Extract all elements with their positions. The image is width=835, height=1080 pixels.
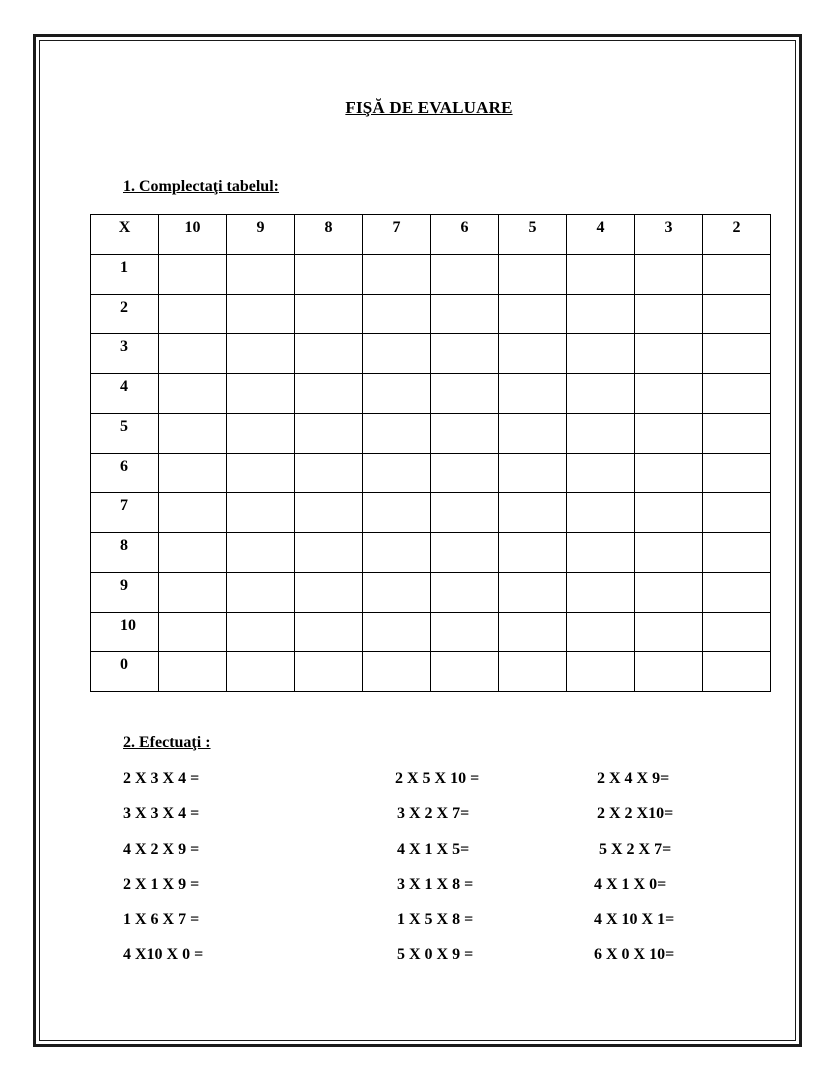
- column-header-cell: 5: [499, 215, 567, 255]
- table-row: [91, 493, 771, 533]
- section-2-heading: 2. Efectuaţi :: [123, 734, 211, 751]
- column-header-cell: 10: [159, 215, 227, 255]
- answer-cell[interactable]: [567, 572, 635, 612]
- answer-cell[interactable]: [567, 533, 635, 573]
- answer-cell[interactable]: [363, 334, 431, 374]
- answer-cell[interactable]: [703, 413, 771, 453]
- answer-cell[interactable]: [227, 413, 295, 453]
- answer-cell[interactable]: [703, 294, 771, 334]
- answer-cell[interactable]: [703, 334, 771, 374]
- answer-cell[interactable]: [363, 652, 431, 692]
- exercise-item: 2 X 1 X 9 =: [123, 876, 200, 893]
- table-row: [91, 533, 771, 573]
- exercise-item: 5 X 0 X 9 =: [397, 946, 474, 963]
- answer-cell[interactable]: [295, 652, 363, 692]
- answer-cell[interactable]: [499, 453, 567, 493]
- answer-cell[interactable]: [431, 334, 499, 374]
- answer-cell[interactable]: [363, 254, 431, 294]
- answer-cell[interactable]: [703, 453, 771, 493]
- table-row: [91, 652, 771, 692]
- row-header-cell: 8: [91, 533, 159, 573]
- answer-cell[interactable]: [567, 612, 635, 652]
- table-row: [91, 612, 771, 652]
- answer-cell[interactable]: [703, 374, 771, 414]
- answer-cell[interactable]: [363, 374, 431, 414]
- exercise-item: 6 X 0 X 10=: [594, 946, 675, 963]
- answer-cell[interactable]: [227, 254, 295, 294]
- answer-cell[interactable]: [703, 254, 771, 294]
- answer-cell[interactable]: [567, 493, 635, 533]
- table-row: [91, 572, 771, 612]
- answer-cell[interactable]: [567, 413, 635, 453]
- answer-cell[interactable]: [363, 572, 431, 612]
- answer-cell[interactable]: [499, 572, 567, 612]
- answer-cell[interactable]: [227, 612, 295, 652]
- table-row: [91, 294, 771, 334]
- answer-cell[interactable]: [227, 374, 295, 414]
- answer-cell[interactable]: [499, 533, 567, 573]
- section-1-heading: 1. Complectaţi tabelul:: [123, 178, 279, 195]
- answer-cell[interactable]: [363, 612, 431, 652]
- answer-cell[interactable]: [295, 374, 363, 414]
- answer-cell[interactable]: [635, 533, 703, 573]
- exercise-item: 4 X10 X 0 =: [123, 946, 204, 963]
- answer-cell[interactable]: [159, 294, 227, 334]
- answer-cell[interactable]: [635, 572, 703, 612]
- answer-cell[interactable]: [499, 334, 567, 374]
- answer-cell[interactable]: [567, 374, 635, 414]
- answer-cell[interactable]: [227, 294, 295, 334]
- exercise-item: 1 X 5 X 8 =: [397, 911, 474, 928]
- answer-cell[interactable]: [227, 334, 295, 374]
- answer-cell[interactable]: [227, 453, 295, 493]
- answer-cell[interactable]: [635, 493, 703, 533]
- worksheet-title: FIŞĂ DE EVALUARE: [345, 98, 513, 117]
- answer-cell[interactable]: [635, 254, 703, 294]
- row-header-cell: 7: [91, 493, 159, 533]
- answer-cell[interactable]: [295, 493, 363, 533]
- table-row: [91, 413, 771, 453]
- answer-cell[interactable]: [363, 294, 431, 334]
- answer-cell[interactable]: [635, 612, 703, 652]
- exercise-item: 3 X 1 X 8 =: [397, 876, 474, 893]
- answer-cell[interactable]: [567, 652, 635, 692]
- answer-cell[interactable]: [499, 374, 567, 414]
- column-header-cell: 2: [703, 215, 771, 255]
- table-row: [91, 453, 771, 493]
- answer-cell[interactable]: [159, 453, 227, 493]
- answer-cell[interactable]: [635, 294, 703, 334]
- answer-cell[interactable]: [159, 572, 227, 612]
- row-header-cell: 0: [91, 652, 159, 692]
- exercise-item: 4 X 1 X 0=: [594, 876, 667, 893]
- answer-cell[interactable]: [227, 493, 295, 533]
- answer-cell[interactable]: [159, 334, 227, 374]
- exercise-item: 1 X 6 X 7 =: [123, 911, 200, 928]
- answer-cell[interactable]: [363, 453, 431, 493]
- answer-cell[interactable]: [159, 374, 227, 414]
- column-header-cell: 7: [363, 215, 431, 255]
- answer-cell[interactable]: [499, 254, 567, 294]
- answer-cell[interactable]: [431, 413, 499, 453]
- answer-cell[interactable]: [363, 493, 431, 533]
- answer-cell[interactable]: [159, 254, 227, 294]
- row-header-cell: 4: [91, 374, 159, 414]
- answer-cell[interactable]: [499, 493, 567, 533]
- row-header-cell: 6: [91, 453, 159, 493]
- answer-cell[interactable]: [295, 533, 363, 573]
- table-header-row: [91, 215, 771, 255]
- exercise-item: 3 X 2 X 7=: [397, 805, 470, 822]
- answer-cell[interactable]: [227, 533, 295, 573]
- answer-cell[interactable]: [567, 294, 635, 334]
- column-header-cell: 8: [295, 215, 363, 255]
- exercise-item: 2 X 5 X 10 =: [395, 770, 480, 787]
- row-header-cell: 3: [91, 334, 159, 374]
- answer-cell[interactable]: [567, 254, 635, 294]
- answer-cell[interactable]: [703, 533, 771, 573]
- answer-cell[interactable]: [635, 453, 703, 493]
- exercise-item: 2 X 2 X10=: [597, 805, 674, 822]
- answer-cell[interactable]: [499, 612, 567, 652]
- answer-cell[interactable]: [567, 334, 635, 374]
- table-corner-cell: X: [91, 215, 159, 255]
- answer-cell[interactable]: [159, 612, 227, 652]
- column-header-cell: 3: [635, 215, 703, 255]
- exercise-item: 4 X 1 X 5=: [397, 841, 470, 858]
- row-header-cell: 9: [91, 572, 159, 612]
- answer-cell[interactable]: [295, 453, 363, 493]
- exercise-item: 5 X 2 X 7=: [599, 841, 672, 858]
- answer-cell[interactable]: [159, 413, 227, 453]
- answer-cell[interactable]: [295, 294, 363, 334]
- answer-cell[interactable]: [567, 453, 635, 493]
- answer-cell[interactable]: [635, 413, 703, 453]
- answer-cell[interactable]: [431, 294, 499, 334]
- answer-cell[interactable]: [703, 612, 771, 652]
- answer-cell[interactable]: [431, 453, 499, 493]
- answer-cell[interactable]: [295, 413, 363, 453]
- answer-cell[interactable]: [635, 334, 703, 374]
- answer-cell[interactable]: [431, 572, 499, 612]
- row-header-cell: 2: [91, 294, 159, 334]
- multiplication-table: [90, 214, 771, 692]
- answer-cell[interactable]: [363, 413, 431, 453]
- table-row: [91, 334, 771, 374]
- answer-cell[interactable]: [295, 572, 363, 612]
- answer-cell[interactable]: [159, 652, 227, 692]
- row-header-cell: 10: [91, 612, 159, 652]
- table-row: [91, 254, 771, 294]
- exercise-item: 4 X 2 X 9 =: [123, 841, 200, 858]
- answer-cell[interactable]: [227, 652, 295, 692]
- column-header-cell: 9: [227, 215, 295, 255]
- exercise-item: 2 X 4 X 9=: [597, 770, 670, 787]
- answer-cell[interactable]: [295, 612, 363, 652]
- answer-cell[interactable]: [159, 493, 227, 533]
- exercise-item: 2 X 3 X 4 =: [123, 770, 200, 787]
- answer-cell[interactable]: [431, 533, 499, 573]
- exercise-item: 3 X 3 X 4 =: [123, 805, 200, 822]
- row-header-cell: 1: [91, 254, 159, 294]
- answer-cell[interactable]: [635, 652, 703, 692]
- answer-cell[interactable]: [499, 652, 567, 692]
- row-header-cell: 5: [91, 413, 159, 453]
- answer-cell[interactable]: [295, 334, 363, 374]
- answer-cell[interactable]: [431, 493, 499, 533]
- answer-cell[interactable]: [431, 612, 499, 652]
- answer-cell[interactable]: [635, 374, 703, 414]
- table-row: [91, 374, 771, 414]
- answer-cell[interactable]: [703, 572, 771, 612]
- answer-cell[interactable]: [703, 652, 771, 692]
- answer-cell[interactable]: [159, 533, 227, 573]
- answer-cell[interactable]: [703, 493, 771, 533]
- answer-cell[interactable]: [499, 294, 567, 334]
- answer-cell[interactable]: [499, 413, 567, 453]
- answer-cell[interactable]: [227, 572, 295, 612]
- answer-cell[interactable]: [431, 374, 499, 414]
- answer-cell[interactable]: [295, 254, 363, 294]
- answer-cell[interactable]: [363, 533, 431, 573]
- exercise-item: 4 X 10 X 1=: [594, 911, 675, 928]
- column-header-cell: 6: [431, 215, 499, 255]
- answer-cell[interactable]: [431, 652, 499, 692]
- column-header-cell: 4: [567, 215, 635, 255]
- answer-cell[interactable]: [431, 254, 499, 294]
